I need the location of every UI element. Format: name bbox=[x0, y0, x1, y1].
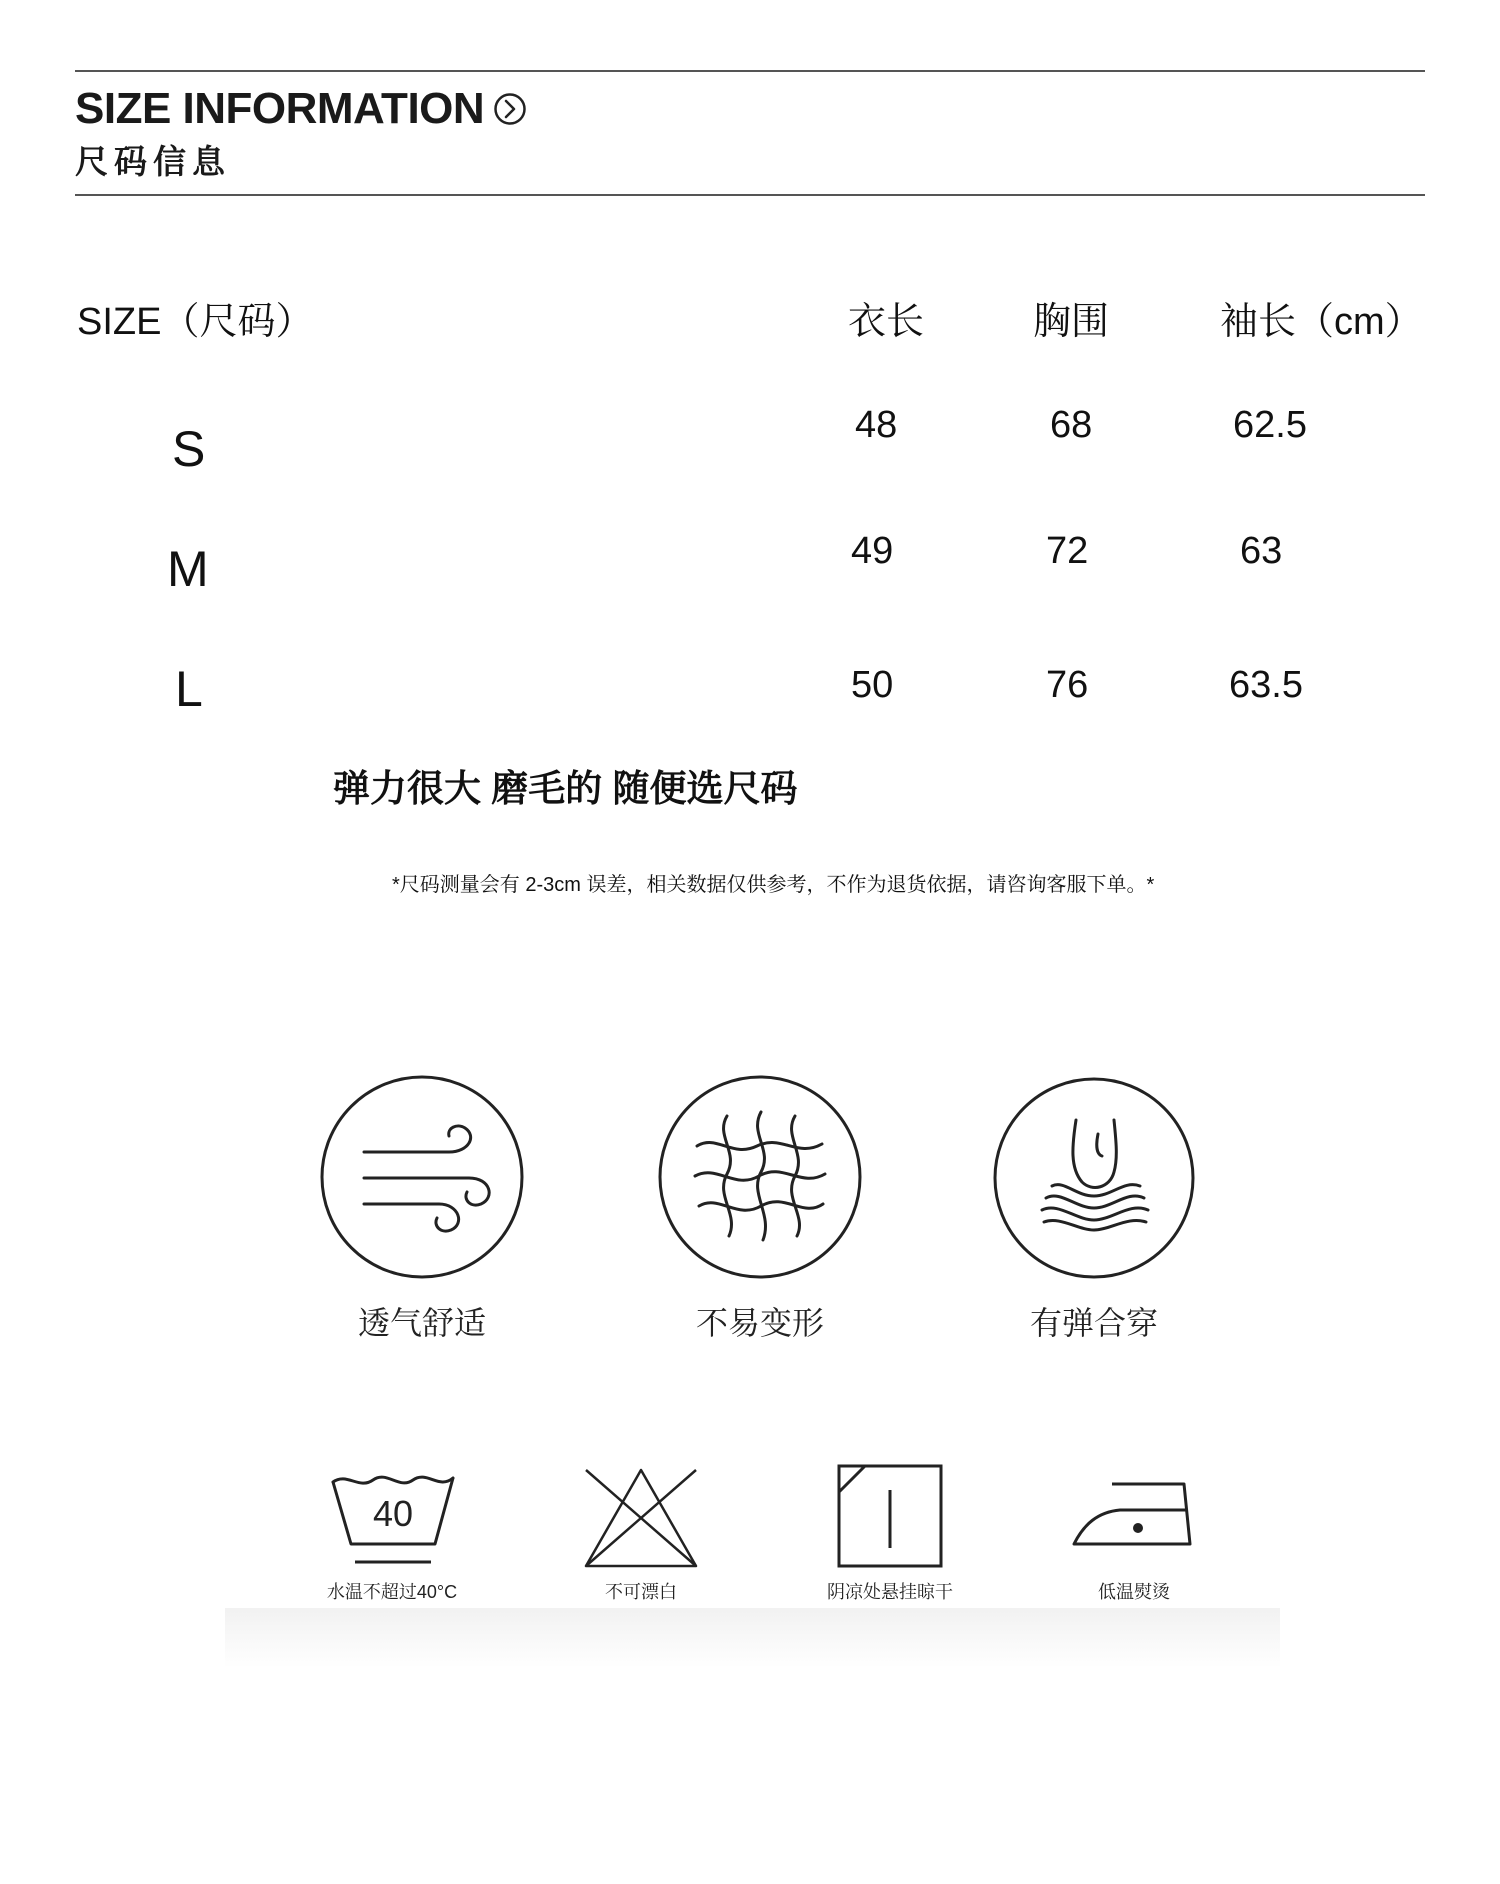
top-rule bbox=[75, 70, 1425, 72]
feature-label: 透气舒适 bbox=[357, 1305, 486, 1341]
care-no-bleach bbox=[541, 1462, 741, 1604]
wash-temp-text: 40 bbox=[372, 1493, 414, 1534]
bottom-rule bbox=[75, 194, 1425, 196]
care-label: 水温不超过40°C bbox=[326, 1582, 458, 1602]
feature-label: 不易变形 bbox=[695, 1305, 824, 1341]
care-shadow bbox=[225, 1608, 1280, 1668]
sleeve-cell: 63 bbox=[1240, 530, 1283, 572]
care-label: 不可漂白 bbox=[605, 1582, 677, 1602]
care-label: 低温熨烫 bbox=[1098, 1582, 1170, 1602]
sleeve-cell: 62.5 bbox=[1233, 404, 1307, 446]
col-header-chest: 胸围 bbox=[1033, 301, 1110, 343]
feature-label: 有弹合穿 bbox=[1029, 1305, 1158, 1341]
care-label: 阴凉处悬挂晾干 bbox=[827, 1582, 953, 1602]
size-cell: S bbox=[172, 421, 206, 477]
length-cell: 49 bbox=[851, 530, 894, 572]
wash-40-icon bbox=[317, 1462, 467, 1572]
care-low-iron bbox=[1034, 1462, 1234, 1604]
wind-icon bbox=[319, 1074, 525, 1280]
no-bleach-icon bbox=[576, 1462, 706, 1572]
fabric-mesh-icon bbox=[657, 1074, 863, 1280]
size-cell: L bbox=[175, 661, 203, 717]
care-dry-in-shade bbox=[790, 1462, 990, 1604]
feature-elastic bbox=[984, 1076, 1204, 1344]
feature-no-deform bbox=[650, 1074, 870, 1344]
finger-press-icon bbox=[992, 1076, 1196, 1280]
title-en: SIZE INFORMATION bbox=[75, 84, 485, 133]
feature-breathable bbox=[312, 1074, 532, 1344]
chest-cell: 68 bbox=[1050, 404, 1093, 446]
disclaimer-note: *尺码测量会有 2-3cm 误差，相关数据仅供参考，不作为退货依据，请咨询客服下单。* bbox=[392, 874, 1155, 896]
col-header-sleeve: 袖长（cm） bbox=[1220, 301, 1423, 343]
dry-in-shade-icon bbox=[825, 1462, 955, 1572]
length-cell: 48 bbox=[855, 404, 898, 446]
stretch-note: 弹力很大 磨毛的 随便选尺码 bbox=[333, 768, 798, 809]
title-cn: 尺码信息 bbox=[75, 143, 231, 180]
chest-cell: 72 bbox=[1046, 530, 1089, 572]
low-iron-icon bbox=[1064, 1462, 1204, 1572]
col-header-length: 衣长 bbox=[848, 301, 925, 343]
care-wash-40 bbox=[292, 1462, 492, 1604]
sleeve-cell: 63.5 bbox=[1229, 664, 1303, 706]
chest-cell: 76 bbox=[1046, 664, 1089, 706]
length-cell: 50 bbox=[851, 664, 894, 706]
col-header-size: SIZE（尺码） bbox=[77, 301, 314, 343]
circle-chevron-right-icon[interactable] bbox=[493, 92, 527, 126]
size-cell: M bbox=[167, 541, 209, 597]
